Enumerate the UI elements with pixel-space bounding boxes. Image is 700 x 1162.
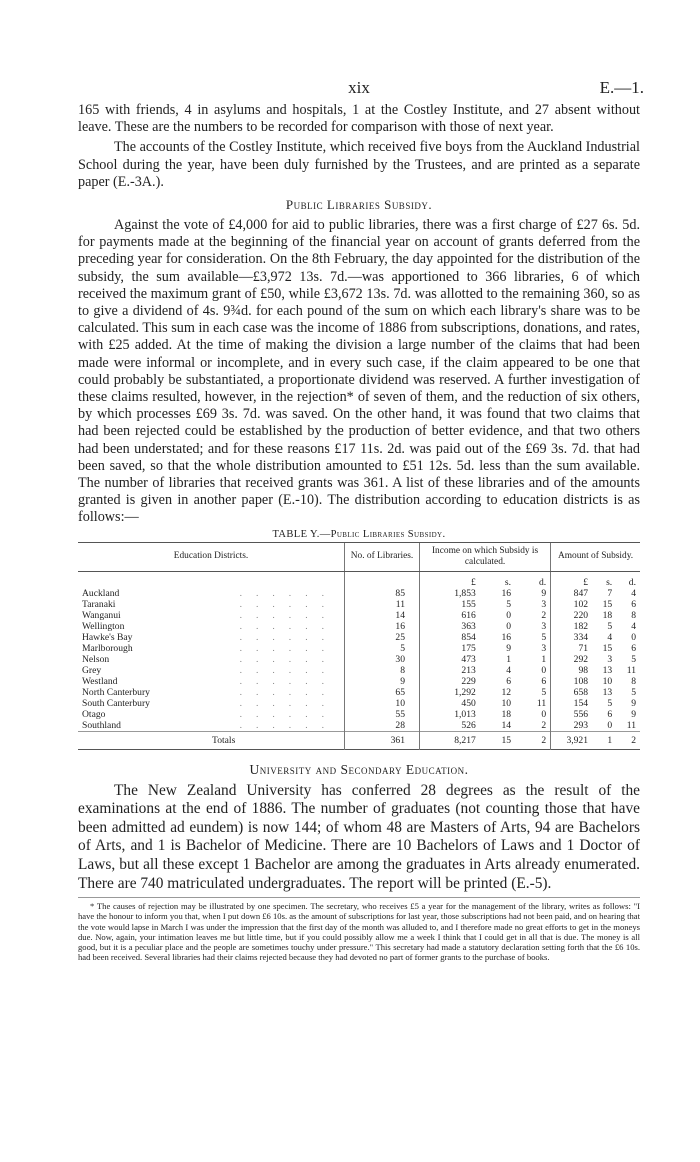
- row-libraries: 14: [345, 610, 420, 621]
- row-libraries: 85: [345, 588, 420, 599]
- dot-leader: ......: [239, 686, 338, 698]
- row-income-shillings: 4: [506, 664, 512, 676]
- row-district: Wanganui ......: [82, 609, 338, 621]
- row-income-shillings: 16: [501, 631, 512, 643]
- dot-leader: ......: [239, 653, 338, 665]
- row-subsidy-pounds: 334: [551, 632, 592, 643]
- row-district: Southland ......: [82, 719, 338, 731]
- row-subsidy-pounds: 182: [551, 621, 592, 632]
- totals-subsidy-shillings: 1: [607, 734, 613, 746]
- row-libraries: 5: [345, 643, 420, 654]
- row-income-pounds: 229: [420, 676, 480, 687]
- row-subsidy-shillings: 0: [607, 719, 613, 731]
- section-title-libraries: Public Libraries Subsidy.: [285, 197, 433, 213]
- row-subsidy-shillings: 4: [607, 631, 613, 643]
- row-subsidy-pounds: 556: [551, 709, 592, 720]
- row-income-pounds: 616: [420, 610, 480, 621]
- dot-leader: ......: [239, 708, 338, 720]
- row-income-shillings: 6: [506, 675, 512, 687]
- totals-income-shillings: 15: [501, 734, 512, 746]
- footnote: * The causes of rejection may be illustrated by one specimen. The secretary, who receives £5 a year for the management of the library, writes as follows: "I have the honour to inform you that, when I put down £6 10s. as the amount of subscriptions for last year, those subscriptions had not been paid, and on hearing that the vote would lapse in March I was under the impression that the first day of the month was alluded to, and I therefore made no great efforts to get in the moneys due. Now, again, your intimation leaves me but little time, but if you could possibly allow me a week I think that I could get in all that is due. The money is all good, but it is a peculiar place and the people are sometimes touchy under pressure." This secretary had made a statutory declaration setting forth that the £6 10s. had been received. Several libraries had their claims rejected because they had devoted no part of former grants to the purchase of books.: [78, 897, 640, 962]
- row-income-shillings: 12: [501, 686, 512, 698]
- row-subsidy-pounds: 292: [551, 654, 592, 665]
- row-district: Otago ......: [82, 708, 338, 720]
- row-subsidy-pounds: 154: [551, 698, 592, 709]
- row-subsidy-pounds: 220: [551, 610, 592, 621]
- row-income-pounds: 213: [420, 665, 480, 676]
- totals-income-pence: 2: [541, 734, 547, 746]
- row-income-shillings: 0: [506, 620, 512, 632]
- row-income-pence: 3: [541, 642, 547, 654]
- row-subsidy-pence: 9: [631, 697, 636, 709]
- dot-leader: ......: [239, 697, 338, 709]
- unit-shillings: s.: [606, 576, 613, 588]
- row-district: Marlborough ......: [82, 642, 338, 654]
- unit-shillings: s.: [504, 576, 512, 588]
- row-subsidy-pence: 6: [631, 598, 636, 610]
- row-income-shillings: 18: [501, 708, 512, 720]
- row-income-pounds: 1,013: [420, 709, 480, 720]
- row-subsidy-pence: 6: [631, 642, 636, 654]
- libraries-subsidy-table: [78, 542, 640, 750]
- row-subsidy-pence: 5: [631, 686, 636, 698]
- row-district: Taranaki ......: [82, 598, 338, 610]
- row-income-pounds: 1,853: [420, 588, 480, 599]
- dot-leader: ......: [239, 620, 338, 632]
- row-income-pounds: 854: [420, 632, 480, 643]
- row-subsidy-shillings: 5: [607, 620, 613, 632]
- table-row: [78, 665, 640, 676]
- row-income-pence: 11: [536, 697, 547, 709]
- row-income-pence: 0: [541, 708, 547, 720]
- paragraph-libraries: Against the vote of £4,000 for aid to public libraries, there was a first charge of £27 6s. 5d. for payments made at the beginning of the financial year on account of grants deferred from the preceding year for consideration. On the 8th February, the day appointed for the distribution of the subsidy, the sum available—£3,972 13s. 7d.—was apportioned to 366 libraries, 6 of which received the maximum grant of £50, while £3,672 13s. 7d. was allotted to the remaining 360, so as to give a dividend of 4s. 9¾d. for each pound of the sum on which each library's share was to be calculated. This sum in each case was the income of 1886 from subscriptions, donations, and rates, with £25 added. At the time of making the division a large number of the claims that had been made were informal or incomplete, and in every such case, if the claim appeared to be one that could probably be substantiated, a proportionate dividend was reserved. A further investigation of these claims resulted, however, in the rejection* of seven of them, and the reduction of six others, by which processes £69 3s. 7d. was saved. On the other hand, it was found that two claims that had been rejected could be established by the production of better evidence, and that two others had been understated; and for these reasons £17 11s. 2d. was paid out of the £69 3s. 7d. that had been saved, so that the whole distribution amounted to £51 12s. 5d. less than the sum available. The number of libraries that received grants was 361. A list of these libraries and of the amounts granted is given in another paper (E.-10). The distribution according to education districts is as follows:—: [78, 217, 640, 526]
- row-subsidy-pence: 8: [631, 609, 636, 621]
- table-row: [78, 676, 640, 687]
- col-header-libraries: No. of Libraries.: [345, 542, 420, 571]
- row-income-pounds: 473: [420, 654, 480, 665]
- row-income-shillings: 1: [506, 653, 512, 665]
- document-reference: E.—1.: [599, 78, 644, 97]
- row-income-pounds: 1,292: [420, 687, 480, 698]
- row-income-pounds: 526: [420, 720, 480, 732]
- table-row: [78, 709, 640, 720]
- row-income-pounds: 175: [420, 643, 480, 654]
- totals-subsidy-pence: 2: [631, 734, 636, 746]
- totals-subsidy-pounds: 3,921: [551, 731, 592, 749]
- row-district: Wellington ......: [82, 620, 338, 632]
- row-subsidy-pounds: 108: [551, 676, 592, 687]
- row-district: Auckland ......: [82, 587, 338, 599]
- page-number: xix: [348, 78, 370, 97]
- row-libraries: 55: [345, 709, 420, 720]
- row-income-shillings: 0: [506, 609, 512, 621]
- row-district: Westland ......: [82, 675, 338, 687]
- row-income-pence: 9: [541, 587, 547, 599]
- row-subsidy-shillings: 18: [602, 609, 613, 621]
- unit-pence: d.: [538, 576, 547, 588]
- row-income-pounds: 450: [420, 698, 480, 709]
- row-income-pence: 0: [541, 664, 547, 676]
- row-income-pounds: 155: [420, 599, 480, 610]
- row-income-pence: 3: [541, 620, 547, 632]
- table-row: [78, 588, 640, 599]
- row-subsidy-shillings: 6: [607, 708, 613, 720]
- row-income-shillings: 10: [501, 697, 512, 709]
- row-subsidy-pence: 11: [626, 664, 636, 676]
- row-subsidy-pence: 8: [631, 675, 636, 687]
- row-subsidy-pounds: 847: [551, 588, 592, 599]
- row-subsidy-shillings: 7: [607, 587, 613, 599]
- col-header-income: Income on which Subsidy is calculated.: [420, 542, 551, 571]
- row-income-shillings: 14: [501, 719, 512, 731]
- table-row: [78, 698, 640, 709]
- totals-income-pounds: 8,217: [420, 731, 480, 749]
- paragraph-intro: 165 with friends, 4 in asylums and hospitals, 1 at the Costley Institute, and 27 absent without leave. These are the numbers to be recorded for comparison with those of next year.: [78, 102, 640, 136]
- row-subsidy-shillings: 10: [602, 675, 613, 687]
- row-subsidy-pounds: 293: [551, 720, 592, 732]
- row-subsidy-pounds: 98: [551, 665, 592, 676]
- row-income-pence: 3: [541, 598, 547, 610]
- table-row: [78, 654, 640, 665]
- table-row: [78, 610, 640, 621]
- row-subsidy-pence: 4: [631, 587, 636, 599]
- row-subsidy-pence: 4: [631, 620, 636, 632]
- row-libraries: 8: [345, 665, 420, 676]
- dot-leader: ......: [239, 719, 338, 731]
- document-page: [78, 78, 644, 963]
- totals-label: Totals: [212, 734, 236, 746]
- row-libraries: 65: [345, 687, 420, 698]
- row-libraries: 9: [345, 676, 420, 687]
- unit-pounds: £: [551, 571, 592, 588]
- row-district: North Canterbury ......: [82, 686, 338, 698]
- table-row: [78, 687, 640, 698]
- dot-leader: ......: [239, 609, 338, 621]
- dot-leader: ......: [239, 675, 338, 687]
- row-subsidy-shillings: 15: [602, 598, 613, 610]
- row-libraries: 16: [345, 621, 420, 632]
- col-header-subsidy: Amount of Subsidy.: [551, 542, 640, 571]
- row-subsidy-pounds: 71: [551, 643, 592, 654]
- row-subsidy-shillings: 5: [607, 697, 613, 709]
- row-libraries: 11: [345, 599, 420, 610]
- row-subsidy-pence: 0: [631, 631, 636, 643]
- col-header-district: Education Districts.: [78, 542, 345, 571]
- row-district: Hawke's Bay ......: [82, 631, 338, 643]
- row-income-pence: 6: [541, 675, 547, 687]
- table-body: [78, 571, 640, 731]
- row-district: Nelson ......: [82, 653, 338, 665]
- table-row: [78, 632, 640, 643]
- paragraph-costley: The accounts of the Costley Institute, which received five boys from the Auckland Industrial School during the year, have been duly furnished by the Trustees, and are printed as a separate paper (E.-3A.).: [78, 139, 640, 190]
- unit-pence: d.: [628, 576, 636, 588]
- row-subsidy-pence: 5: [631, 653, 636, 665]
- row-income-pence: 2: [541, 719, 547, 731]
- row-subsidy-shillings: 13: [602, 664, 613, 676]
- row-income-shillings: 9: [506, 642, 512, 654]
- row-income-shillings: 5: [506, 598, 512, 610]
- row-income-pence: 1: [541, 653, 547, 665]
- row-subsidy-shillings: 15: [602, 642, 613, 654]
- row-subsidy-pounds: 658: [551, 687, 592, 698]
- row-subsidy-pounds: 102: [551, 599, 592, 610]
- dot-leader: ......: [239, 664, 338, 676]
- row-subsidy-pence: 11: [626, 719, 636, 731]
- table-row: [78, 621, 640, 632]
- row-income-pence: 5: [541, 686, 547, 698]
- dot-leader: ......: [239, 598, 338, 610]
- dot-leader: ......: [239, 642, 338, 654]
- table-caption: TABLE Y.—Public Libraries Subsidy.: [272, 528, 446, 540]
- row-income-pence: 2: [541, 609, 547, 621]
- row-income-pence: 5: [541, 631, 547, 643]
- dot-leader: ......: [239, 631, 338, 643]
- unit-pounds: £: [420, 571, 480, 588]
- row-libraries: 30: [345, 654, 420, 665]
- row-income-pounds: 363: [420, 621, 480, 632]
- table-row: [78, 599, 640, 610]
- totals-libraries: 361: [345, 731, 420, 749]
- row-libraries: 25: [345, 632, 420, 643]
- row-libraries: 10: [345, 698, 420, 709]
- row-district: Grey ......: [82, 664, 338, 676]
- table-row: [78, 720, 640, 732]
- page-header: [78, 78, 644, 102]
- paragraph-university: The New Zealand University has conferred 28 degrees as the result of the examinations at the end of 1886. The number of graduates (not counting those that have been admitted ad eundem) is now 144; of whom 48 are Masters of Arts, 94 are Bachelors of Arts, and 1 is Bachelor of Medicine. There are 10 Bachelors of Laws and 1 Doctor of Laws, but all these except 1 Bachelor are among the graduates in Arts already enumerated. There are 740 matriculated undergraduates. The report will be printed (E.-5).: [78, 781, 640, 892]
- section-title-university: University and Secondary Education.: [249, 761, 469, 777]
- row-subsidy-shillings: 13: [602, 686, 613, 698]
- row-subsidy-shillings: 3: [607, 653, 613, 665]
- table-row: [78, 643, 640, 654]
- row-subsidy-pence: 9: [631, 708, 636, 720]
- dot-leader: ......: [239, 587, 338, 599]
- row-libraries: 28: [345, 720, 420, 732]
- row-district: South Canterbury ......: [82, 697, 338, 709]
- row-income-shillings: 16: [501, 587, 512, 599]
